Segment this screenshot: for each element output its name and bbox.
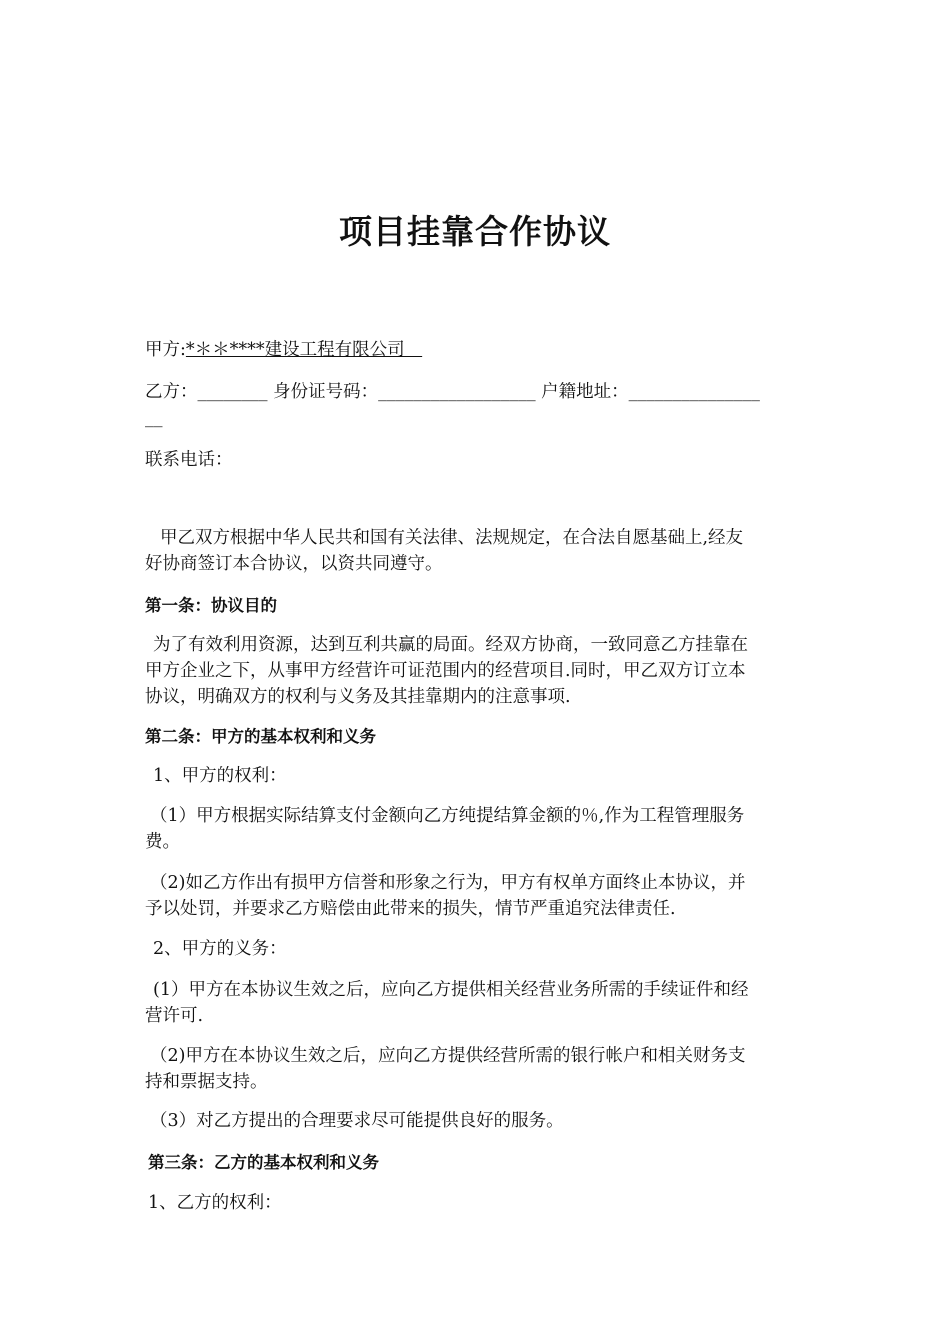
party-a-right-1-line-2: 费。 <box>145 832 180 852</box>
party-a-right-2-line-2: 予以处罚，并要求乙方赔偿由此带来的损失，情节严重追究法律责任. <box>145 899 676 919</box>
party-a-duty-3: （3）对乙方提出的合理要求尽可能提供良好的服务。 <box>150 1111 564 1131</box>
article-1-line-1: 为了有效利用资源，达到互利共赢的局面。经双方协商，一致同意乙方挂靠在 <box>153 635 748 655</box>
address-blank: _______________ <box>628 382 760 402</box>
phone-label: 联系电话： <box>145 450 233 470</box>
party-a-duty-2-line-2: 持和票据支持。 <box>145 1072 268 1092</box>
party-a-right-1-line-1: （1）甲方根据实际结算支付金额向乙方纯提结算金额的％,作为工程管理服务 <box>150 806 745 826</box>
id-number-label: 身份证号码： <box>273 382 379 402</box>
preamble-line-2: 好协商签订本合协议，以资共同遵守。 <box>145 554 443 574</box>
party-a-duty-1-line-1: (1）甲方在本协议生效之后，应向乙方提供相关经营业务所需的手续证件和经 <box>153 980 749 1000</box>
party-b-label: 乙方： <box>145 382 198 402</box>
party-b-rights-heading: 1、乙方的权利： <box>148 1193 282 1213</box>
party-a-label: 甲方: <box>145 340 186 360</box>
party-a-duties-heading: 2、甲方的义务： <box>153 939 287 959</box>
party-a-right-2-line-1: （2)如乙方作出有损甲方信誉和形象之行为，甲方有权单方面终止本协议，并 <box>150 873 746 893</box>
party-a-duty-1-line-2: 营许可. <box>145 1006 204 1026</box>
address-label: 户籍地址： <box>541 382 629 402</box>
article-1-line-2: 甲方企业之下，从事甲方经营许可证范围内的经营项目.同时，甲乙双方订立本 <box>145 661 746 681</box>
party-b-line <box>145 379 760 405</box>
id-number-blank: __________________ <box>378 382 536 402</box>
party-a-line <box>145 337 422 363</box>
article-3-heading: 第三条：乙方的基本权利和义务 <box>148 1153 379 1172</box>
preamble-line-1: 甲乙双方根据中华人民共和国有关法律、法规规定，在合法自愿基础上,经友 <box>160 528 744 548</box>
party-a-duty-2-line-1: （2)甲方在本协议生效之后，应向乙方提供经营所需的银行帐户和相关财务支 <box>150 1046 746 1066</box>
article-1-heading: 第一条：协议目的 <box>145 596 277 615</box>
party-a-rights-heading: 1、甲方的权利： <box>153 766 287 786</box>
party-b-line-overflow: __ <box>145 408 163 428</box>
party-b-name-blank: ________ <box>197 382 268 402</box>
document-title: 项目挂靠合作协议 <box>339 212 611 251</box>
article-1-line-3: 协议，明确双方的权利与义务及其挂靠期内的注意事项. <box>145 687 571 707</box>
article-2-heading: 第二条：甲方的基本权利和义务 <box>145 727 376 746</box>
party-a-value: *＊＊****建设工程有限公司 <box>185 340 423 360</box>
